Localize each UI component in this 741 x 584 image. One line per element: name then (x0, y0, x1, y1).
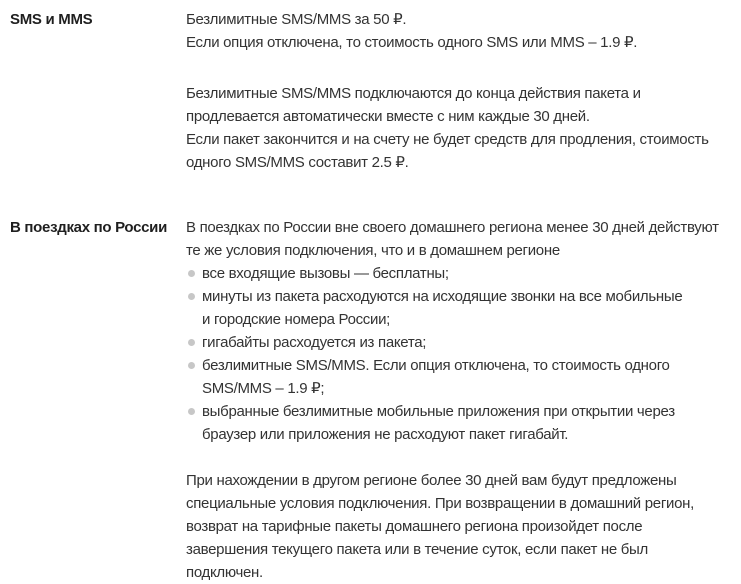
paragraph (186, 469, 741, 584)
bullet-dot-icon (188, 339, 195, 346)
bullet-item (186, 354, 741, 400)
text-line: специальные условия подключения. При возвращении в домашний регион, (186, 495, 694, 512)
text-line: безлимитные SMS/MMS. Если опция отключена, то стоимость одного (202, 357, 670, 374)
bullet-dot-icon (188, 270, 195, 277)
bullet-list (186, 262, 741, 446)
text-line: Если пакет закончится и на счету не будет средств для продления, стоимость (186, 131, 709, 148)
paragraph (186, 8, 741, 54)
text-line: браузер или приложения не расходуют пакет гигабайт. (202, 426, 569, 443)
text-line: те же условия подключения, что и в домашнем регионе (186, 242, 560, 259)
text-line: одного SMS/MMS составит 2.5 ₽. (186, 154, 409, 171)
text-line: В поездках по России вне своего домашнего региона менее 30 дней действуют (186, 219, 719, 236)
bullet-item (186, 400, 741, 446)
paragraph (186, 216, 741, 262)
text-line: Если опция отключена, то стоимость одного SMS или MMS – 1.9 ₽. (186, 34, 638, 51)
text-line: минуты из пакета расходуются на исходящие звонки на все мобильные (202, 288, 683, 305)
section-travel-russia (10, 216, 741, 584)
bullet-item (186, 331, 741, 354)
text-line: все входящие вызовы — бесплатны; (202, 265, 449, 282)
text-line: и городские номера России; (202, 311, 391, 328)
text-line: продлевается автоматически вместе с ним каждые 30 дней. (186, 108, 590, 125)
text-line: возврат на тарифные пакеты домашнего региона произойдет после (186, 518, 643, 535)
text-line: Безлимитные SMS/MMS за 50 ₽. (186, 11, 407, 28)
bullet-dot-icon (188, 362, 195, 369)
section-label: SMS и MMS (10, 11, 93, 28)
text-line: подключен. (186, 564, 263, 581)
text-line: гигабайты расходуется из пакета; (202, 334, 427, 351)
text-line: При нахождении в другом регионе более 30 дней вам будут предложены (186, 472, 677, 489)
bullet-item (186, 285, 741, 331)
text-line: завершения текущего пакета или в течение суток, если пакет не был (186, 541, 648, 558)
section-label: В поездках по России (10, 219, 168, 236)
text-line: выбранные безлимитные мобильные приложения при открытии через (202, 403, 675, 420)
bullet-dot-icon (188, 293, 195, 300)
bullet-item (186, 262, 741, 285)
section-sms-mms (10, 8, 741, 174)
text-line: Безлимитные SMS/MMS подключаются до конца действия пакета и (186, 85, 641, 102)
paragraph (186, 82, 741, 174)
bullet-dot-icon (188, 408, 195, 415)
section-content (186, 216, 741, 584)
text-line: SMS/MMS – 1.9 ₽; (202, 380, 325, 397)
section-content (186, 8, 741, 174)
